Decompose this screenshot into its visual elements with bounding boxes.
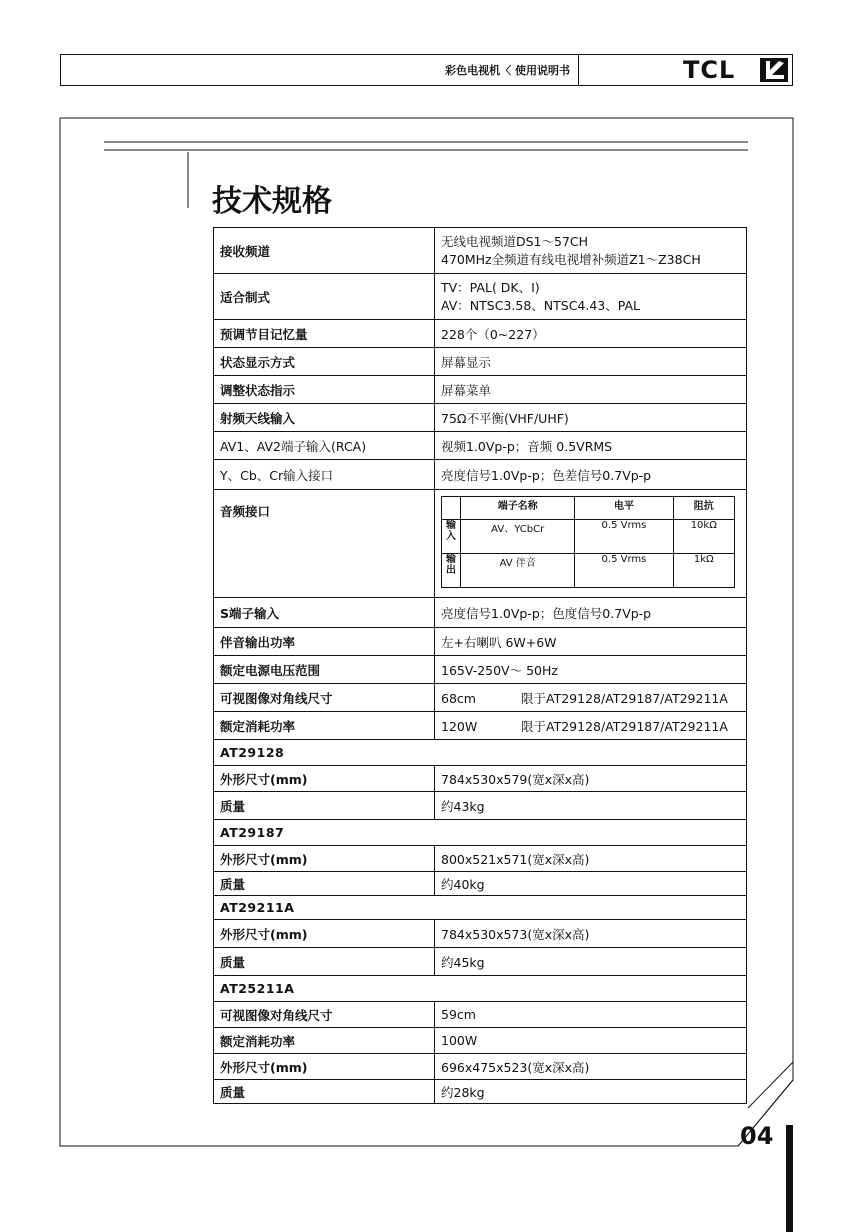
spec-value: 784x530x573(宽x深x高) [435,920,747,948]
table-row [214,404,747,432]
spec-value: 无线电视频道DS1～57CH 470MHz全频道有线电视增补频道Z1～Z38CH [435,228,747,274]
spec-label: 额定电源电压范围 [214,656,435,684]
spec-value: 59cm [435,1002,747,1028]
spec-label: 调整状态指示 [214,376,435,404]
sub-header: 端子名称 [461,497,575,520]
brand-logo-text: TCL [683,56,736,84]
spec-value: 左+右喇叭 6W+6W [435,628,747,656]
spec-value: 约43kg [435,792,747,820]
sub-side-label: 输入 [442,520,461,554]
spec-label: 接收频道 [214,228,435,274]
table-row [214,320,747,348]
table-row [214,1080,747,1104]
table-row [214,460,747,490]
spec-value: 约40kg [435,872,747,896]
spec-label: 预调节目记忆量 [214,320,435,348]
table-row [214,948,747,976]
spec-value: 亮度信号1.0Vp-p；色差信号0.7Vp-p [435,460,747,490]
spec-label: 伴音输出功率 [214,628,435,656]
table-row [214,490,747,598]
table-row [214,712,747,740]
table-row [214,846,747,872]
table-row [214,1002,747,1028]
table-row [214,274,747,320]
spec-label: S端子输入 [214,598,435,628]
spec-value [435,490,747,598]
spec-label: 质量 [214,1080,435,1104]
table-row [214,598,747,628]
spec-label: 外形尺寸(mm) [214,920,435,948]
model-name: AT29187 [214,820,747,846]
spec-value: 屏幕显示 [435,348,747,376]
spec-value: 784x530x579(宽x深x高) [435,766,747,792]
table-row [214,872,747,896]
model-name: AT29211A [214,896,747,920]
sub-cell: AV 伴音 [461,554,575,588]
spec-value: 100W [435,1028,747,1054]
section-title: 技术规格 [212,184,332,219]
audio-interface-table [441,496,735,588]
page-number-bar [786,1125,793,1232]
model-name: AT25211A [214,976,747,1002]
spec-value: 约28kg [435,1080,747,1104]
spec-label: 音频接口 [214,490,435,598]
table-row [214,628,747,656]
table-row [214,684,747,712]
sub-cell: 10kΩ [673,520,734,554]
spec-value: 165V-250V～ 50Hz [435,656,747,684]
spec-value: TV：PAL( DK、I) AV：NTSC3.58、NTSC4.43、PAL [435,274,747,320]
spec-label: 质量 [214,872,435,896]
model-name: AT29128 [214,740,747,766]
spec-value: 800x521x571(宽x深x高) [435,846,747,872]
header-title: 彩色电视机〈 使用说明书 [445,64,570,77]
table-row [214,792,747,820]
table-row [214,1028,747,1054]
spec-value: 视频1.0Vp-p；音频 0.5VRMS [435,432,747,460]
model-row [214,820,747,846]
sub-cell: 0.5 Vrms [575,554,673,588]
table-row [214,656,747,684]
model-row [214,740,747,766]
spec-value: 亮度信号1.0Vp-p；色度信号0.7Vp-p [435,598,747,628]
spec-label: 射频天线输入 [214,404,435,432]
spec-label: AV1、AV2端子输入(RCA) [214,432,435,460]
table-row [214,376,747,404]
table-row [214,1054,747,1080]
model-row [214,976,747,1002]
spec-value: 120W 限于AT29128/AT29187/AT29211A [435,712,747,740]
spec-label: 外形尺寸(mm) [214,846,435,872]
spec-value: 75Ω不平衡(VHF/UHF) [435,404,747,432]
spec-label: 状态显示方式 [214,348,435,376]
sub-header: 阻抗 [673,497,734,520]
spec-table [213,227,747,1104]
sub-side-label: 输出 [442,554,461,588]
spec-label: 额定消耗功率 [214,1028,435,1054]
table-row [214,432,747,460]
spec-label: 可视图像对角线尺寸 [214,684,435,712]
spec-label: 额定消耗功率 [214,712,435,740]
sub-cell: 1kΩ [673,554,734,588]
spec-value: 约45kg [435,948,747,976]
sub-cell: AV、YCbCr [461,520,575,554]
table-row [214,228,747,274]
spec-value: 696x475x523(宽x深x高) [435,1054,747,1080]
spec-label: 适合制式 [214,274,435,320]
spec-value: 屏幕菜单 [435,376,747,404]
spec-label: 质量 [214,792,435,820]
spec-label: 质量 [214,948,435,976]
spec-label: Y、Cb、Cr输入接口 [214,460,435,490]
spec-value: 68cm 限于AT29128/AT29187/AT29211A [435,684,747,712]
model-row [214,896,747,920]
spec-label: 可视图像对角线尺寸 [214,1002,435,1028]
spec-label: 外形尺寸(mm) [214,1054,435,1080]
sub-header: 电平 [575,497,673,520]
spec-label: 外形尺寸(mm) [214,766,435,792]
table-row [214,348,747,376]
table-row [214,766,747,792]
table-row [214,920,747,948]
page-number: 04 [740,1122,774,1150]
spec-value: 228个（0~227） [435,320,747,348]
sub-cell: 0.5 Vrms [575,520,673,554]
